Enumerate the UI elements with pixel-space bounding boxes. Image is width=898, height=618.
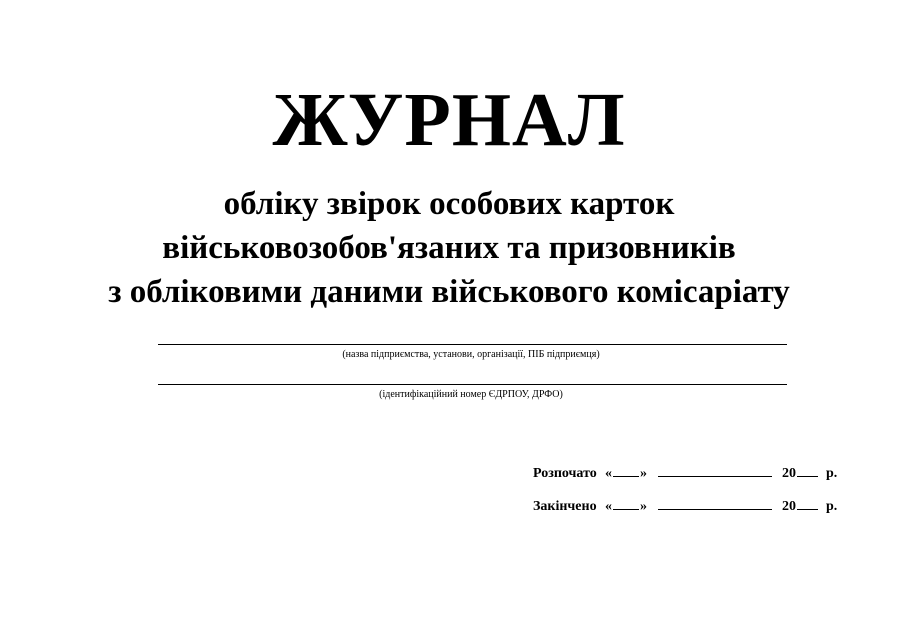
page-title: ЖУРНАЛ xyxy=(272,78,626,162)
end-year-suffix: р. xyxy=(826,499,838,514)
end-date-label: Закінчено xyxy=(533,499,597,514)
start-year-suffix: р. xyxy=(826,466,838,481)
subtitle-line-1: обліку звірок особових карток xyxy=(223,186,675,222)
subtitle-line-2: військовозобов'язаних та призовників xyxy=(162,230,736,266)
start-year-prefix: 20 xyxy=(782,466,796,481)
end-year-prefix: 20 xyxy=(782,499,796,514)
start-year-blank xyxy=(797,464,818,477)
end-date-row xyxy=(533,497,837,514)
start-month-blank xyxy=(658,464,772,477)
identification-number-line xyxy=(158,384,787,385)
start-date-quote-open: « xyxy=(605,466,612,481)
organization-name-caption: (назва підприємства, установи, організації, ПІБ підприємця) xyxy=(342,349,600,360)
end-day-blank xyxy=(613,497,639,510)
end-date-quote-open: « xyxy=(605,499,612,514)
end-date-quote-close: » xyxy=(640,499,647,514)
identification-number-caption: (ідентифікаційний номер ЄДРПОУ, ДРФО) xyxy=(379,389,563,400)
start-date-quote-close: » xyxy=(640,466,647,481)
start-date-row xyxy=(533,464,837,481)
organization-name-line xyxy=(158,344,787,345)
end-year-blank xyxy=(797,497,818,510)
end-month-blank xyxy=(658,497,772,510)
start-date-label: Розпочато xyxy=(533,466,597,481)
subtitle-line-3: з обліковими даними військового комісаріату xyxy=(108,274,790,310)
start-day-blank xyxy=(613,464,639,477)
